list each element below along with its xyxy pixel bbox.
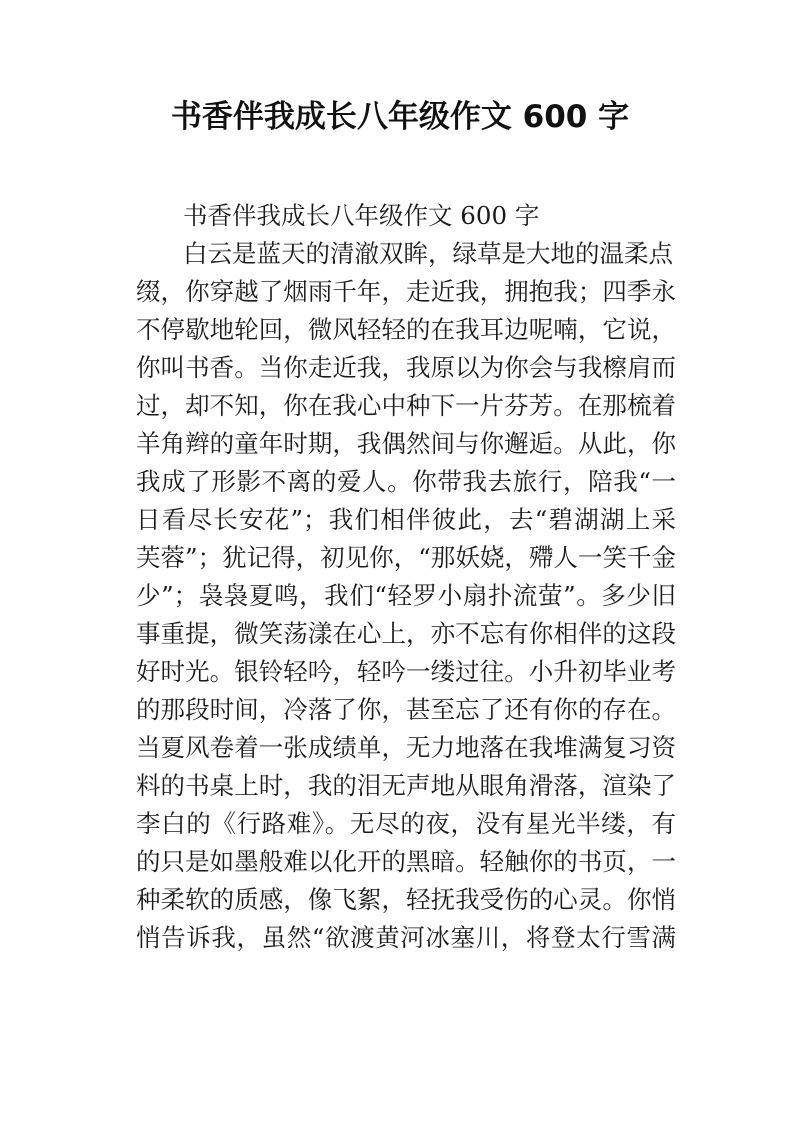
paragraph-line: 的那段时间，冷落了你，甚至忘了还有你的存在。 [136,695,676,724]
paragraph-line: 的只是如墨般难以化开的黑暗。轻触你的书页，一 [136,847,676,876]
paragraph-line: 李白的《行路难》。无尽的夜，没有星光半缕，有 [136,809,676,838]
paragraph-line: 不停歇地轮回，微风轻轻的在我耳边呢喃，它说， [136,315,676,344]
paragraph-line: 日看尽长安花”；我们相伴彼此，去“碧湖湖上采 [136,505,676,534]
paragraph-line: 缀，你穿越了烟雨千年，走近我，拥抱我；四季永 [136,277,676,306]
paragraph-line: 料的书桌上时，我的泪无声地从眼角滑落，渲染了 [136,771,676,800]
paragraph-line: 你叫书香。当你走近我，我原以为你会与我檫肩而 [136,353,676,382]
paragraph-line: 当夏风卷着一张成绩单，无力地落在我堆满复习资 [136,733,676,762]
paragraph-line: 悄告诉我，虽然“欲渡黄河冰塞川，将登太行雪满 [136,923,676,952]
paragraph-line: 好时光。银铃轻吟，轻吟一缕过往。小升初毕业考 [136,657,676,686]
paragraph-line: 羊角辫的童年时期，我偶然间与你邂逅。从此，你 [136,429,676,458]
document-body [136,197,676,957]
paragraph-line: 少”；袅袅夏鸣，我们“轻罗小扇扑流萤”。多少旧 [136,581,676,610]
body-subtitle: 书香伴我成长八年级作文 600 字 [183,201,540,230]
paragraph-line: 种柔软的质感，像飞絮，轻抚我受伤的心灵。你悄 [136,885,676,914]
paragraph-line: 白云是蓝天的清澈双眸，绿草是大地的温柔点 [183,239,673,268]
paragraph-line: 芙蓉”；犹记得，初见你，“那妖娆，殢人一笑千金 [136,543,676,572]
paragraph-line: 我成了形影不离的爱人。你带我去旅行，陪我“一 [136,467,676,496]
paragraph-line: 事重提，微笑荡漾在心上，亦不忘有你相伴的这段 [136,619,676,648]
document-title: 书香伴我成长八年级作文 600 字 [170,99,630,135]
paragraph-line: 过，却不知，你在我心中种下一片芬芳。在那梳着 [136,391,676,420]
